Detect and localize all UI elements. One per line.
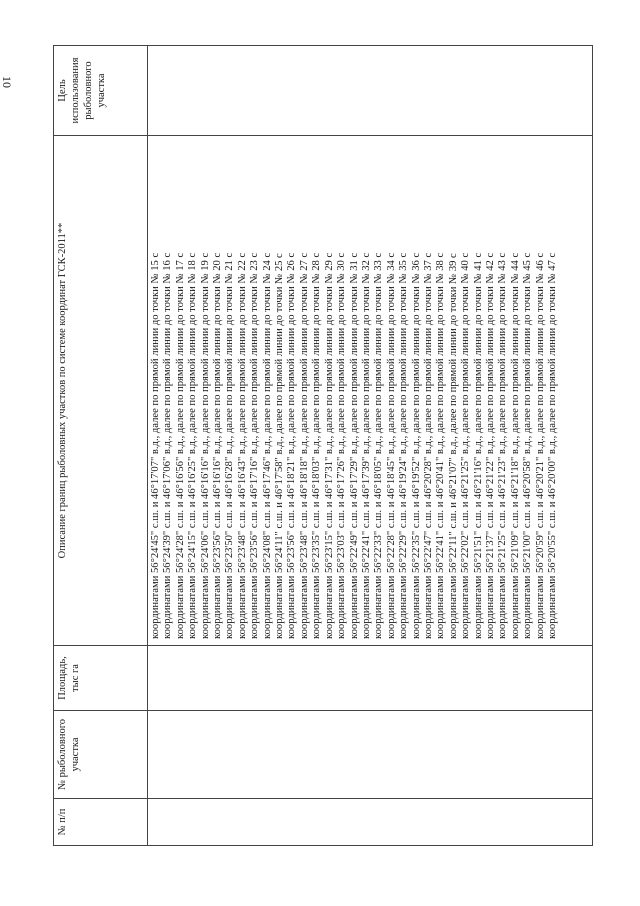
table-header-row	[54, 46, 148, 846]
coordinate-line: координатами 56°21'37" с.ш. и 46°21'22" в.д., далее по прямой линии до точки № 42 с	[484, 252, 496, 639]
coordinate-line: координатами 56°23'56" с.ш. и 46°17'16" в.д., далее по прямой линии до точки № 23 с	[249, 252, 261, 639]
coordinate-line: координатами 56°23'50" с.ш. и 46°16'28" в.д., далее по прямой линии до точки № 21 с	[224, 252, 236, 639]
coordinate-line: координатами 56°21'25" с.ш. и 46°21'23" в.д., далее по прямой линии до точки № 43 с	[497, 252, 509, 639]
coordinate-line: координатами 56°23'56" с.ш. и 46°18'21" в.д., далее по прямой линии до точки № 26 с	[286, 252, 298, 639]
coordinate-line: координатами 56°23'03" с.ш. и 46°17'26" в.д., далее по прямой линии до точки № 30 с	[336, 252, 348, 639]
coordinate-line: координатами 56°22'11" с.ш. и 46°21'07" в.д., далее по прямой линии до точки № 39 с	[447, 253, 459, 639]
cell-number	[148, 799, 593, 846]
coordinate-line: координатами 56°24'06" с.ш. и 46°16'16" в.д., далее по прямой линии до точки № 19 с	[199, 252, 211, 639]
coordinate-line: координатами 56°21'51" с.ш. и 46°21'16" в.д., далее по прямой линии до точки № 41 с	[472, 252, 484, 639]
coordinate-line: координатами 56°21'09" с.ш. и 46°21'18" в.д., далее по прямой линии до точки № 44 с	[509, 252, 521, 639]
cell-plot-number	[148, 711, 593, 799]
coordinate-line: координатами 56°23'56" с.ш. и 46°16'16" в.д., далее по прямой линии до точки № 20 с	[212, 252, 224, 639]
coordinate-line: координатами 56°22'41" с.ш. и 46°17'39" в.д., далее по прямой линии до точки № 32 с	[360, 252, 372, 639]
cell-purpose	[148, 46, 593, 136]
table-row	[148, 46, 593, 846]
coordinate-line: координатами 56°24'15" с.ш. и 46°16'25" в.д., далее по прямой линии до точки № 18 с	[187, 252, 199, 639]
header-number: № п/п	[54, 799, 148, 846]
page-number: 10	[0, 76, 14, 88]
rotated-table-wrapper	[53, 46, 593, 846]
cell-description	[148, 136, 593, 646]
coordinate-line: координатами 56°22'35" с.ш. и 46°19'52" в.д., далее по прямой линии до точки № 36 с	[410, 252, 422, 639]
coordinate-line: координатами 56°22'47" с.ш. и 46°20'28" в.д., далее по прямой линии до точки № 37 с	[422, 252, 434, 639]
coordinate-line: координатами 56°24'45" с.ш. и 46°17'07" в.д., далее по прямой линии до точки № 15 с	[150, 252, 161, 639]
coordinate-line: координатами 56°22'41" с.ш. и 46°20'41" в.д., далее по прямой линии до точки № 38 с	[435, 252, 447, 639]
coordinate-line: координатами 56°22'49" с.ш. и 46°17'29" в.д., далее по прямой линии до точки № 31 с	[348, 252, 360, 639]
coordinate-line: координатами 56°24'11" с.ш. и 46°17'58" в.д., далее по прямой линии до точки № 25 с	[274, 253, 286, 639]
coordinate-line: координатами 56°22'02" с.ш. и 46°21'25" в.д., далее по прямой линии до точки № 40 с	[460, 252, 472, 639]
fishing-plots-table	[53, 45, 593, 846]
header-plot-number: № рыболовного участка	[54, 711, 148, 799]
coordinate-lines	[148, 136, 559, 645]
coordinate-line: координатами 56°21'00" с.ш. и 46°20'58" в.д., далее по прямой линии до точки № 45 с	[522, 252, 534, 639]
coordinate-line: координатами 56°23'48" с.ш. и 46°18'18" в.д., далее по прямой линии до точки № 27 с	[298, 252, 310, 639]
cell-area	[148, 646, 593, 711]
header-area: Площадь, тыс га	[54, 646, 148, 711]
header-description: Описание границ рыболовных участков по системе координат ГСК-2011**	[54, 136, 148, 646]
coordinate-line: координатами 56°22'28" с.ш. и 46°18'45" в.д., далее по прямой линии до точки № 34 с	[385, 252, 397, 639]
coordinate-line: координатами 56°23'15" с.ш. и 46°17'31" в.д., далее по прямой линии до точки № 29 с	[323, 252, 335, 639]
coordinate-line: координатами 56°24'39" с.ш. и 46°17'06" в.д., далее по прямой линии до точки № 16 с	[162, 252, 174, 639]
coordinate-line: координатами 56°24'28" с.ш. и 46°16'56" в.д., далее по прямой линии до точки № 17 с	[174, 252, 186, 639]
coordinate-line: координатами 56°22'33" с.ш. и 46°18'05" в.д., далее по прямой линии до точки № 33 с	[373, 252, 385, 639]
header-purpose: Цель использования рыболовного участка	[54, 46, 148, 136]
coordinate-line: координатами 56°23'48" с.ш. и 46°16'43" в.д., далее по прямой линии до точки № 22 с	[236, 252, 248, 639]
coordinate-line: координатами 56°23'35" с.ш. и 46°18'03" в.д., далее по прямой линии до точки № 28 с	[311, 252, 323, 639]
coordinate-line: координатами 56°20'59" с.ш. и 46°20'21" в.д., далее по прямой линии до точки № 46 с	[534, 252, 546, 639]
coordinate-line: координатами 56°22'29" с.ш. и 46°19'24" в.д., далее по прямой линии до точки № 35 с	[398, 252, 410, 639]
coordinate-line: координатами 56°20'55" с.ш. и 46°20'00" в.д., далее по прямой линии до точки № 47 с	[547, 252, 558, 639]
coordinate-line: координатами 56°24'08" с.ш. и 46°17'46" в.д., далее по прямой линии до точки № 24 с	[261, 252, 273, 639]
